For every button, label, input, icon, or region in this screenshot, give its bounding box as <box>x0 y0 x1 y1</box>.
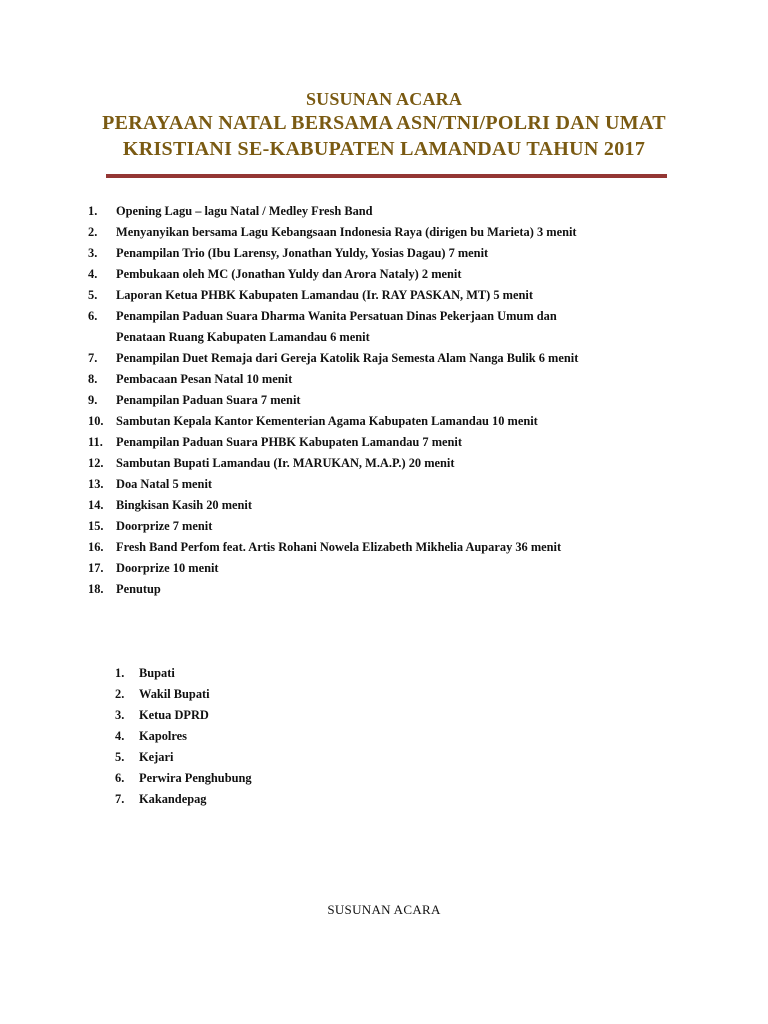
list-item-text: Laporan Ketua PHBK Kabupaten Lamandau (Ir. RAY PASKAN, MT) 5 menit <box>116 288 533 302</box>
list-item <box>88 516 708 537</box>
list-item-text: Penutup <box>116 582 161 596</box>
list-item <box>88 432 708 453</box>
list-item-number: 7. <box>115 792 125 806</box>
list-item-text: Penampilan Paduan Suara Dharma Wanita Persatuan Dinas Pekerjaan Umum dan <box>116 309 557 323</box>
list-item <box>88 411 708 432</box>
list-item-number: 18. <box>88 582 104 596</box>
list-item <box>115 663 415 684</box>
list-item-number: 1. <box>88 204 98 218</box>
list-item-text: Ketua DPRD <box>139 708 209 722</box>
list-item-text: Fresh Band Perfom feat. Artis Rohani Nowela Elizabeth Mikhelia Auparay 36 menit <box>116 540 562 554</box>
list-item <box>88 495 708 516</box>
list-item-number: 2. <box>115 687 125 701</box>
list-item <box>88 537 708 558</box>
list-item <box>88 579 708 600</box>
list-item-text: Pembacaan Pesan Natal 10 menit <box>116 372 293 386</box>
list-item-number: 16. <box>88 540 104 554</box>
list-item-text: Kakandepag <box>139 792 207 806</box>
list-item-number: 14. <box>88 498 104 512</box>
list-item-text: Pembukaan oleh MC (Jonathan Yuldy dan Arora Nataly) 2 menit <box>116 267 462 281</box>
list-item-text: Menyanyikan bersama Lagu Kebangsaan Indonesia Raya (dirigen bu Marieta) 3 menit <box>116 225 577 239</box>
list-item-text: Penampilan Trio (Ibu Larensy, Jonathan Yuldy, Yosias Dagau) 7 menit <box>116 246 489 260</box>
list-item <box>88 222 708 243</box>
list-item <box>88 390 708 411</box>
list-item-text: Doa Natal 5 menit <box>116 477 213 491</box>
list-item-number: 4. <box>115 729 125 743</box>
list-item-number: 13. <box>88 477 104 491</box>
list-item <box>115 747 415 768</box>
title-line-3: KRISTIANI SE-KABUPATEN LAMANDAU TAHUN 2017 <box>122 138 646 160</box>
list-item-continuation: Penataan Ruang Kabupaten Lamandau 6 menit <box>116 330 370 344</box>
guest-list <box>115 663 415 810</box>
list-item-text: Penampilan Paduan Suara 7 menit <box>116 393 301 407</box>
list-item-text: Perwira Penghubung <box>139 771 252 785</box>
list-item <box>115 768 415 789</box>
list-item-text: Bingkisan Kasih 20 menit <box>116 498 252 512</box>
list-item <box>88 243 708 264</box>
list-item-number: 17. <box>88 561 104 575</box>
list-item-number: 6. <box>88 309 98 323</box>
list-item <box>88 306 708 348</box>
list-item-number: 12. <box>88 456 104 470</box>
list-item-text: Sambutan Kepala Kantor Kementerian Agama Kabupaten Lamandau 10 menit <box>116 414 538 428</box>
list-item-text: Kapolres <box>139 729 187 743</box>
list-item <box>115 705 415 726</box>
list-item-text: Opening Lagu – lagu Natal / Medley Fresh Band <box>116 204 373 218</box>
list-item <box>115 789 415 810</box>
list-item <box>115 684 415 705</box>
list-item-text: Bupati <box>139 666 175 680</box>
list-item-text: Penampilan Duet Remaja dari Gereja Katolik Raja Semesta Alam Nanga Bulik 6 menit <box>116 351 579 365</box>
footer-title: SUSUNAN ACARA <box>327 902 441 917</box>
program-list <box>88 201 708 600</box>
list-item <box>88 558 708 579</box>
list-item-number: 5. <box>88 288 98 302</box>
list-item <box>88 453 708 474</box>
title-line-2: PERAYAAN NATAL BERSAMA ASN/TNI/POLRI DAN UMAT <box>102 112 666 134</box>
title-line-1: SUSUNAN ACARA <box>305 89 463 109</box>
list-item-number: 11. <box>88 435 103 449</box>
list-item-number: 6. <box>115 771 125 785</box>
list-item-number: 2. <box>88 225 98 239</box>
list-item-text: Sambutan Bupati Lamandau (Ir. MARUKAN, M.A.P.) 20 menit <box>116 456 455 470</box>
list-item <box>88 474 708 495</box>
list-item-number: 4. <box>88 267 98 281</box>
list-item <box>88 348 708 369</box>
list-item-number: 3. <box>88 246 98 260</box>
list-item-text: Wakil Bupati <box>139 687 210 701</box>
list-item-number: 7. <box>88 351 98 365</box>
list-item <box>88 264 708 285</box>
list-item-number: 1. <box>115 666 125 680</box>
list-item-number: 8. <box>88 372 98 386</box>
title-divider <box>106 174 667 178</box>
list-item-number: 3. <box>115 708 125 722</box>
document-title <box>0 88 768 162</box>
list-item-number: 15. <box>88 519 104 533</box>
list-item-number: 5. <box>115 750 125 764</box>
list-item <box>115 726 415 747</box>
list-item <box>88 201 708 222</box>
list-item <box>88 369 708 390</box>
list-item-text: Penampilan Paduan Suara PHBK Kabupaten Lamandau 7 menit <box>116 435 462 449</box>
list-item-number: 10. <box>88 414 104 428</box>
list-item-number: 9. <box>88 393 98 407</box>
list-item <box>88 285 708 306</box>
list-item-text: Kejari <box>139 750 174 764</box>
list-item-text: Doorprize 7 menit <box>116 519 213 533</box>
list-item-text: Doorprize 10 menit <box>116 561 219 575</box>
